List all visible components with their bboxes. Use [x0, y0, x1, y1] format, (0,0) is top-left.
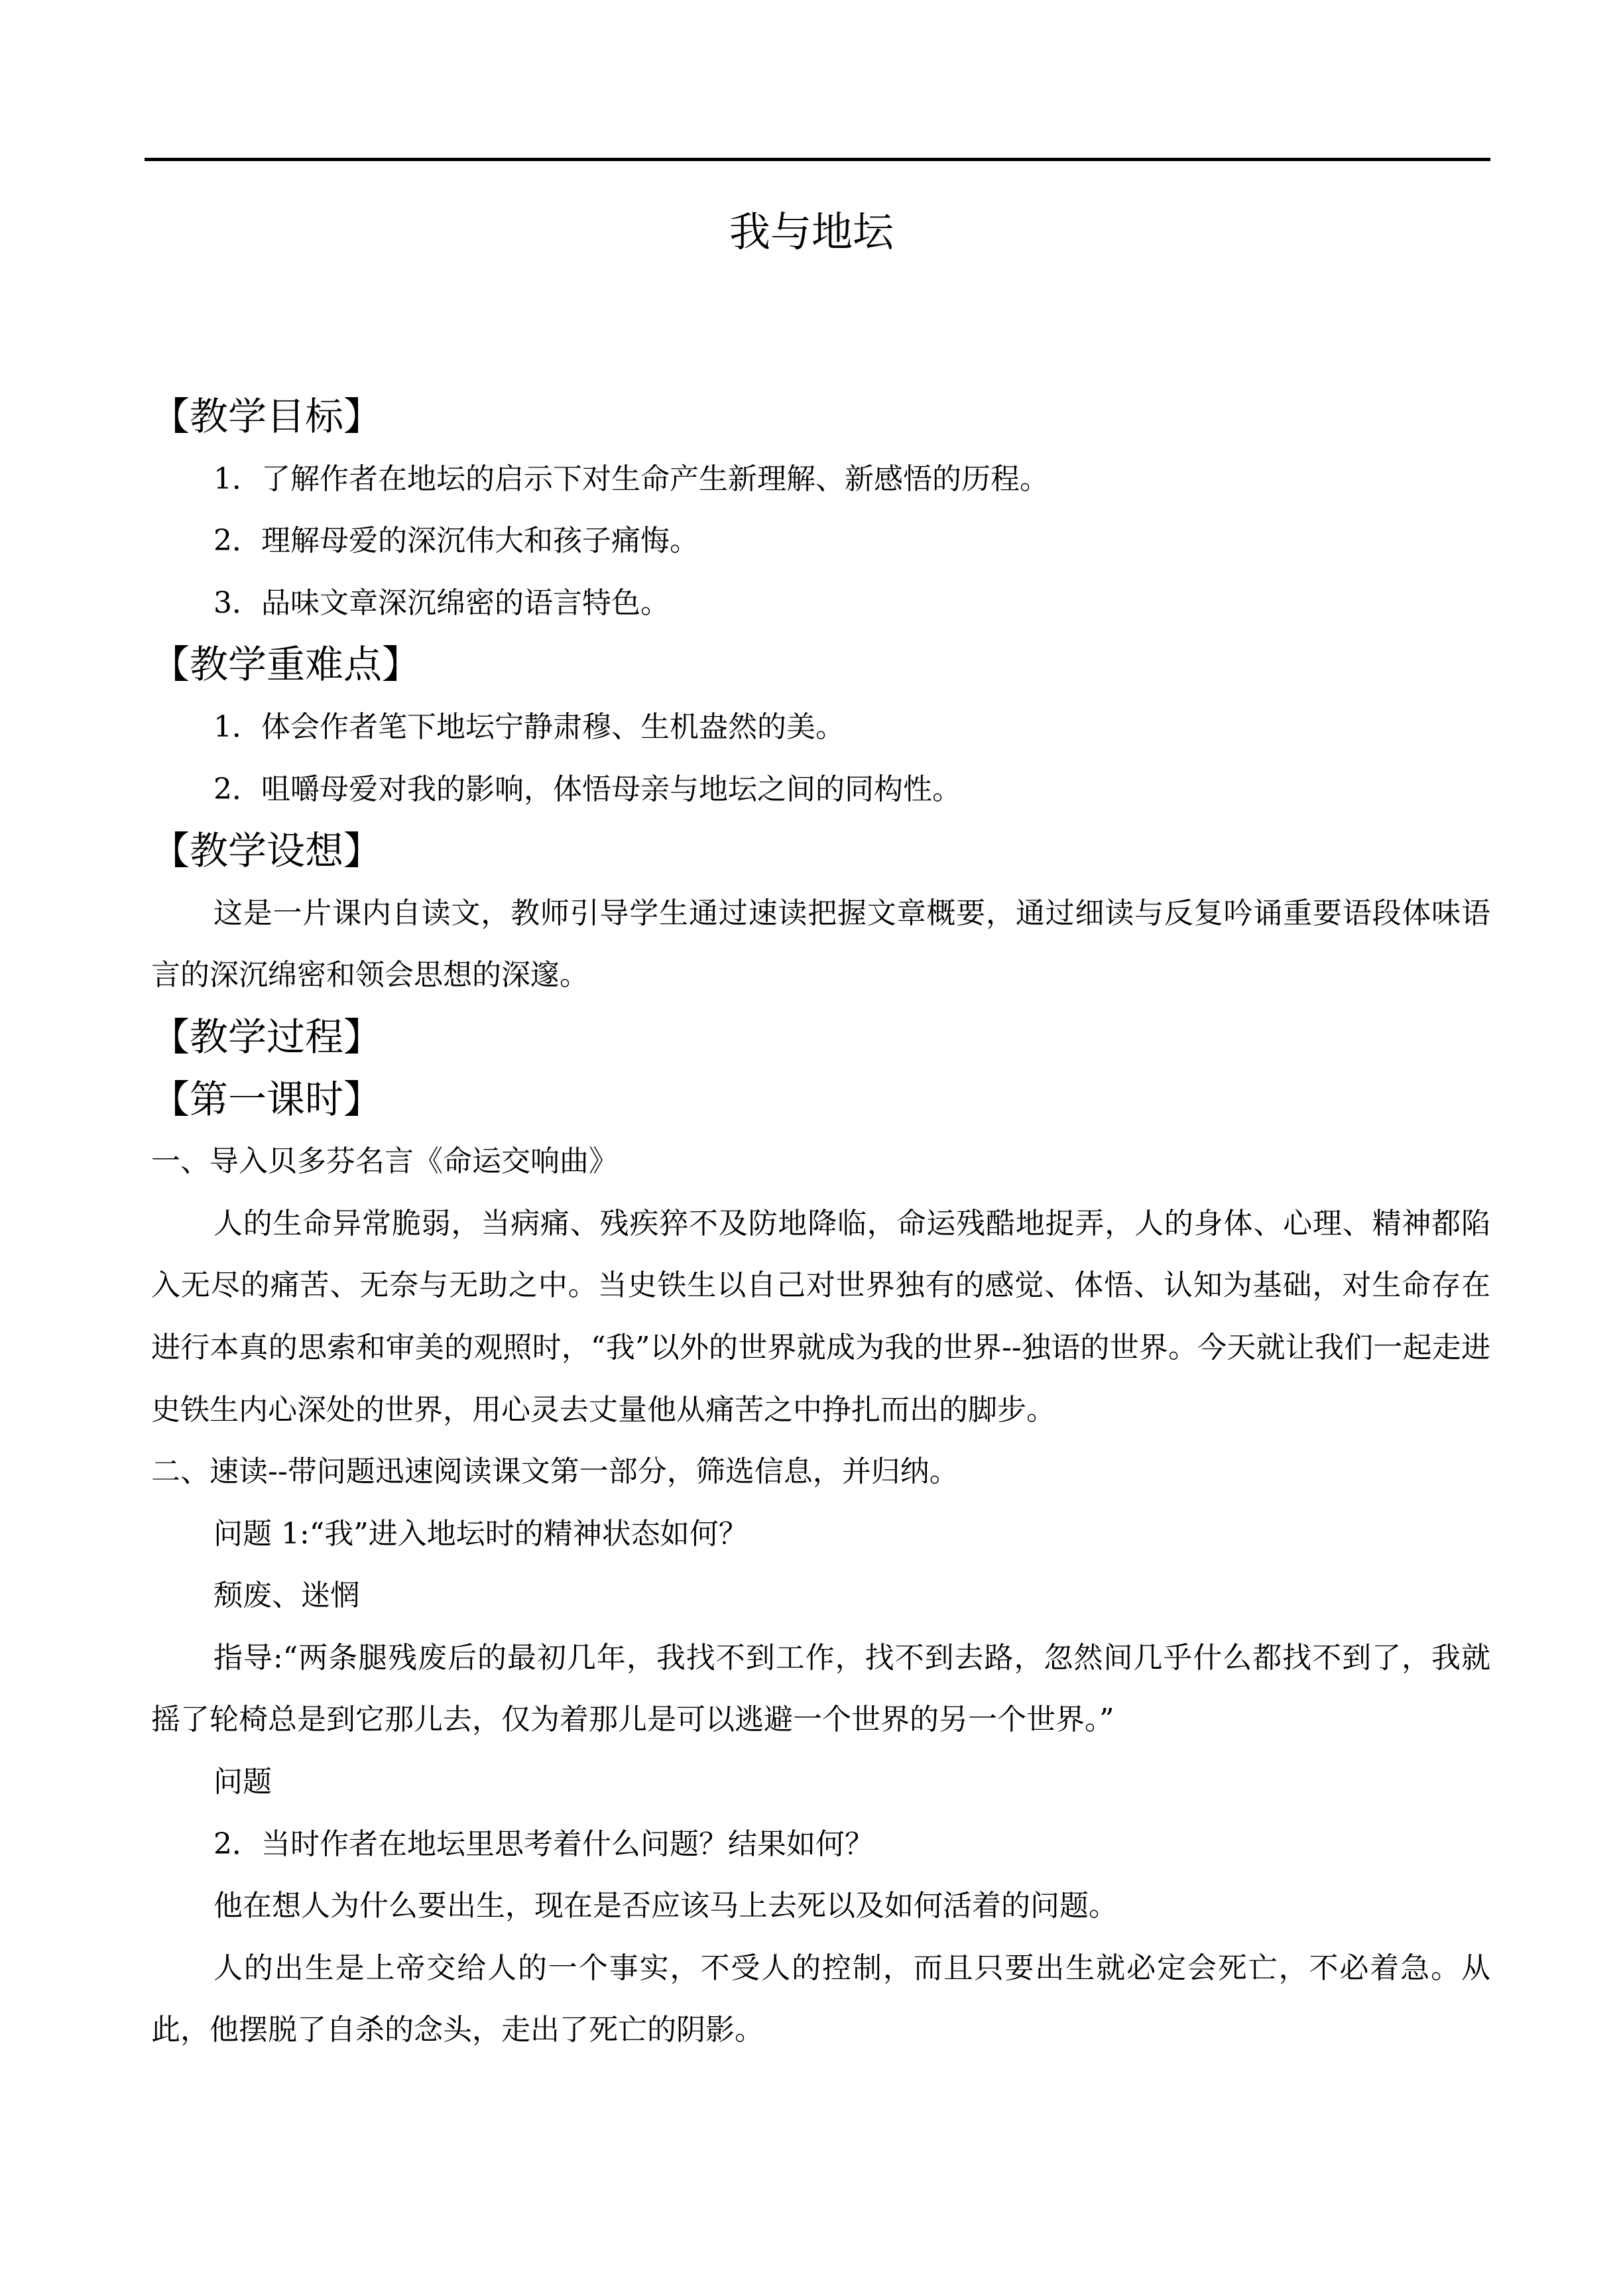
section-heading-key-points: 【教学重难点】 [151, 642, 421, 688]
section-heading-objectives: 【教学目标】 [151, 394, 383, 439]
key-point-item: 1．体会作者笔下地坛宁静肃穆、生机盎然的美。 [213, 709, 845, 744]
question-item: 问题 1:“我”进入地坛时的精神状态如何？ [213, 1516, 748, 1551]
guide-paragraph: 指导:“两条腿残废后的最初几年，我找不到工作，找不到去路，忽然间几乎什么都找不到了，我就摇了轮椅总是到它那儿去，仅为着那儿是可以逃避一个世界的另一个世界。” [151, 1640, 1490, 1737]
document-body [151, 386, 1490, 2061]
header-rule [145, 158, 1490, 161]
step-title: 二、速读--带问题迅速阅读课文第一部分，筛选信息，并归纳。 [151, 1455, 959, 1489]
step-paragraph: 人的生命异常脆弱，当病痛、残疾猝不及防地降临，命运残酷地捉弄，人的身体、心理、精神都陷入无尽的痛苦、无奈与无助之中。当史铁生以自己对世界独有的感觉、体悟、认知为基础，对生命存在进行本真的思索和审美的观照时，“我”以外的世界就成为我的世界--独语的世界。今天就让我们一起走进史铁生内心深处的世界，用心灵去丈量他从痛苦之中挣扎而出的脚步。 [151, 1206, 1490, 1427]
answer-paragraph: 人的出生是上帝交给人的一个事实，不受人的控制，而且只要出生就必定会死亡，不必着急。从此，他摆脱了自杀的念头，走出了死亡的阴影。 [151, 1951, 1490, 2047]
lesson-heading: 【第一课时】 [151, 1076, 383, 1122]
key-point-item: 2．咀嚼母爱对我的影响，体悟母亲与地坛之间的同构性。 [213, 772, 961, 806]
question-label: 问题 [213, 1765, 272, 1799]
concept-paragraph: 这是一片课内自读文，教师引导学生通过速读把握文章概要，通过细读与反复吟诵重要语段体味语言的深沉绵密和领会思想的深邃。 [151, 896, 1490, 993]
objective-item: 1．了解作者在地坛的启示下对生命产生新理解、新感悟的历程。 [213, 461, 1049, 496]
objective-item: 3．品味文章深沉绵密的语言特色。 [213, 585, 670, 620]
document-title: 我与地坛 [729, 208, 894, 256]
question-item: 2．当时作者在地坛里思考着什么问题？结果如何？ [213, 1827, 874, 1861]
step-title: 一、导入贝多芬名言《命运交响曲》 [151, 1144, 618, 1179]
objective-item: 2．理解母爱的深沉伟大和孩子痛悔。 [213, 524, 699, 558]
answer-item: 颓废、迷惘 [213, 1579, 359, 1613]
answer-paragraph: 他在想人为什么要出生，现在是否应该马上去死以及如何活着的问题。 [213, 1889, 1118, 1923]
section-heading-process: 【教学过程】 [151, 1014, 383, 1059]
section-heading-concept: 【教学设想】 [151, 828, 383, 874]
